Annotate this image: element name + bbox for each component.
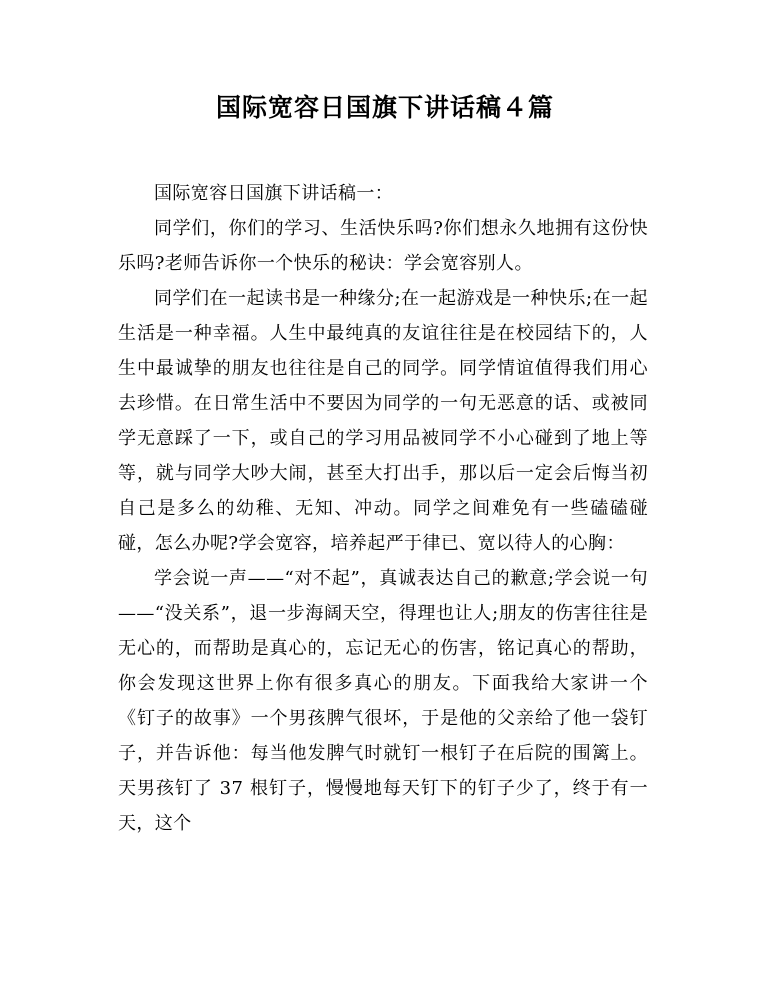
paragraph-3: 同学们在一起读书是一种缘分;在一起游戏是一种快乐;在一起生活是一种幸福。人生中最纯真的友谊往往是在校园结下的，人生中最诚挚的朋友也往往是自己的同学。同学情谊值得我们用心去珍惜。在日常生活中不要因为同学的一句无恶意的话、或被同学无意踩了一下，或自己的学习用品被同学不小心碰到了地上等等，就与同学大吵大闹，甚至大打出手，那以后一定会后悔当初自己是多么的幼稚、无知、冲动。同学之间难免有一些磕磕碰碰，怎么办呢?学会宽容，培养起严于律已、宽以待人的心胸： (118, 288, 648, 554)
document-body (118, 176, 648, 841)
document-title: 国际宽容日国旗下讲话稿４篇 (215, 93, 554, 122)
paragraph-2: 同学们，你们的学习、生活快乐吗?你们想永久地拥有这份快乐吗?老师告诉你一个快乐的秘诀：学会宽容别人。 (118, 218, 648, 274)
paragraph-1: 国际宽容日国旗下讲话稿一： (154, 183, 394, 204)
paragraph-4: 学会说一声——“对不起”，真诚表达自己的歉意;学会说一句——“没关系”，退一步海阔天空，得理也让人;朋友的伤害往往是无心的，而帮助是真心的，忘记无心的伤害，铭记真心的帮助，你会发现这世界上你有很多真心的朋友。下面我给大家讲一个《钉子的故事》一个男孩脾气很坏，于是他的父亲给了他一袋钉子，并告诉他：每当他发脾气时就钉一根钉子在后院的围篱上。天男孩钉了 37 根钉子，慢慢地每天钉下的钉子少了，终于有一天，这个 (118, 568, 648, 834)
